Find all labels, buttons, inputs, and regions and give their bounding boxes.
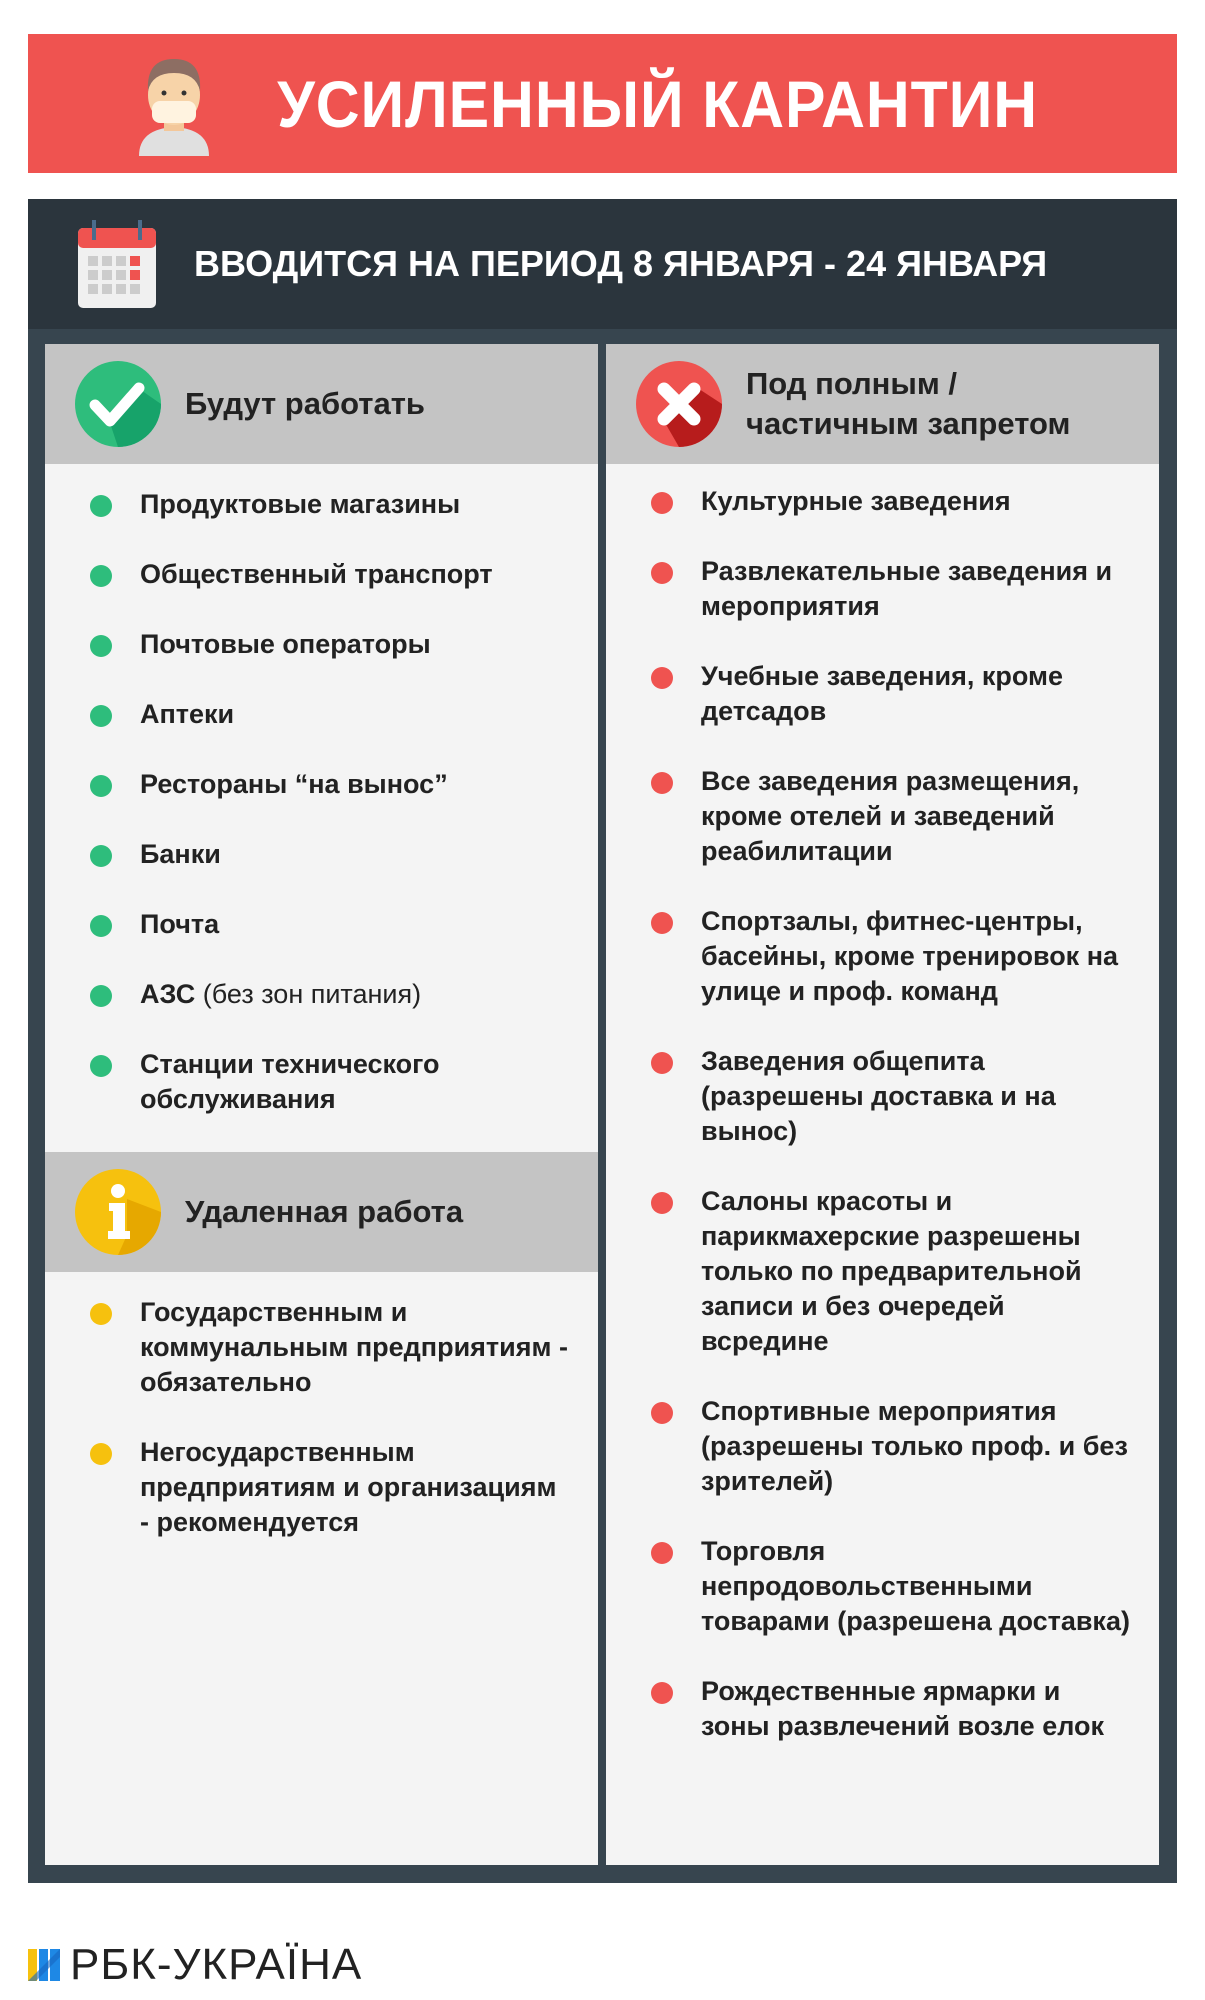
list-item: Культурные заведения bbox=[701, 484, 1134, 519]
list-item: Почтовые операторы bbox=[140, 627, 568, 662]
list-item: Спортивные мероприятия (разрешены только проф. и без зрителей) bbox=[701, 1394, 1134, 1499]
banned-header bbox=[606, 344, 1159, 464]
banned-list bbox=[606, 464, 1159, 1744]
period-text: ВВОДИТСЯ НА ПЕРИОД 8 ЯНВАРЯ - 24 ЯНВАРЯ bbox=[194, 243, 1048, 284]
remote-title: Удаленная работа bbox=[185, 1194, 464, 1229]
remote-header bbox=[45, 1152, 598, 1272]
list-item: Общественный транспорт bbox=[140, 557, 568, 592]
banned-title: Под полным / частичным запретом bbox=[746, 366, 1071, 441]
list-item: Продуктовые магазины bbox=[140, 487, 568, 522]
rbc-ukraine-logo bbox=[28, 1940, 362, 1990]
list-item: Банки bbox=[140, 837, 568, 872]
working-title: Будут работать bbox=[185, 386, 425, 421]
logo-text: РБК-УКРАЇНА bbox=[70, 1940, 363, 1989]
working-header bbox=[45, 344, 598, 464]
calendar-icon bbox=[78, 220, 156, 308]
list-item: Спортзалы, фитнес-центры, басейны, кроме тренировок на улице и проф. команд bbox=[701, 904, 1134, 1009]
working-panel bbox=[45, 344, 598, 1865]
masked-person-icon bbox=[134, 51, 214, 156]
list-item: Торговля непродовольственными товарами (разрешена доставка) bbox=[701, 1534, 1134, 1639]
banned-panel bbox=[606, 344, 1159, 1865]
list-item: Развлекательные заведения и мероприятия bbox=[701, 554, 1134, 624]
list-item: Салоны красоты и парикмахерские разрешены только по предварительной записи и без очередей всредине bbox=[701, 1184, 1134, 1359]
list-item: Государственным и коммунальным предприятиям - обязательно bbox=[140, 1295, 568, 1400]
list-item: АЗС (без зон питания) bbox=[140, 977, 568, 1012]
list-item: Почта bbox=[140, 907, 568, 942]
list-item: Все заведения размещения, кроме отелей и заведений реабилитации bbox=[701, 764, 1134, 869]
list-item: Заведения общепита (разрешены доставка и на вынос) bbox=[701, 1044, 1134, 1149]
working-list bbox=[45, 464, 598, 1117]
list-item: Негосударственным предприятиям и организациям - рекомендуется bbox=[140, 1435, 568, 1540]
list-item: Рождественные ярмарки и зоны развлечений возле елок bbox=[701, 1674, 1134, 1744]
check-icon bbox=[75, 361, 161, 447]
page-title: УСИЛЕННЫЙ КАРАНТИН bbox=[277, 66, 1038, 141]
remote-list bbox=[45, 1272, 598, 1540]
period-header bbox=[28, 199, 1177, 329]
azs-note: (без зон питания) bbox=[202, 979, 422, 1009]
cross-icon bbox=[636, 361, 722, 447]
list-item: Аптеки bbox=[140, 697, 568, 732]
info-box bbox=[28, 199, 1177, 1883]
title-banner bbox=[28, 34, 1177, 173]
list-item: Учебные заведения, кроме детсадов bbox=[701, 659, 1134, 729]
list-item: Рестораны “на вынос” bbox=[140, 767, 568, 802]
info-icon bbox=[75, 1169, 161, 1255]
list-item: Станции технического обслуживания bbox=[140, 1047, 568, 1117]
rbc-logo-icon bbox=[28, 1949, 60, 1981]
